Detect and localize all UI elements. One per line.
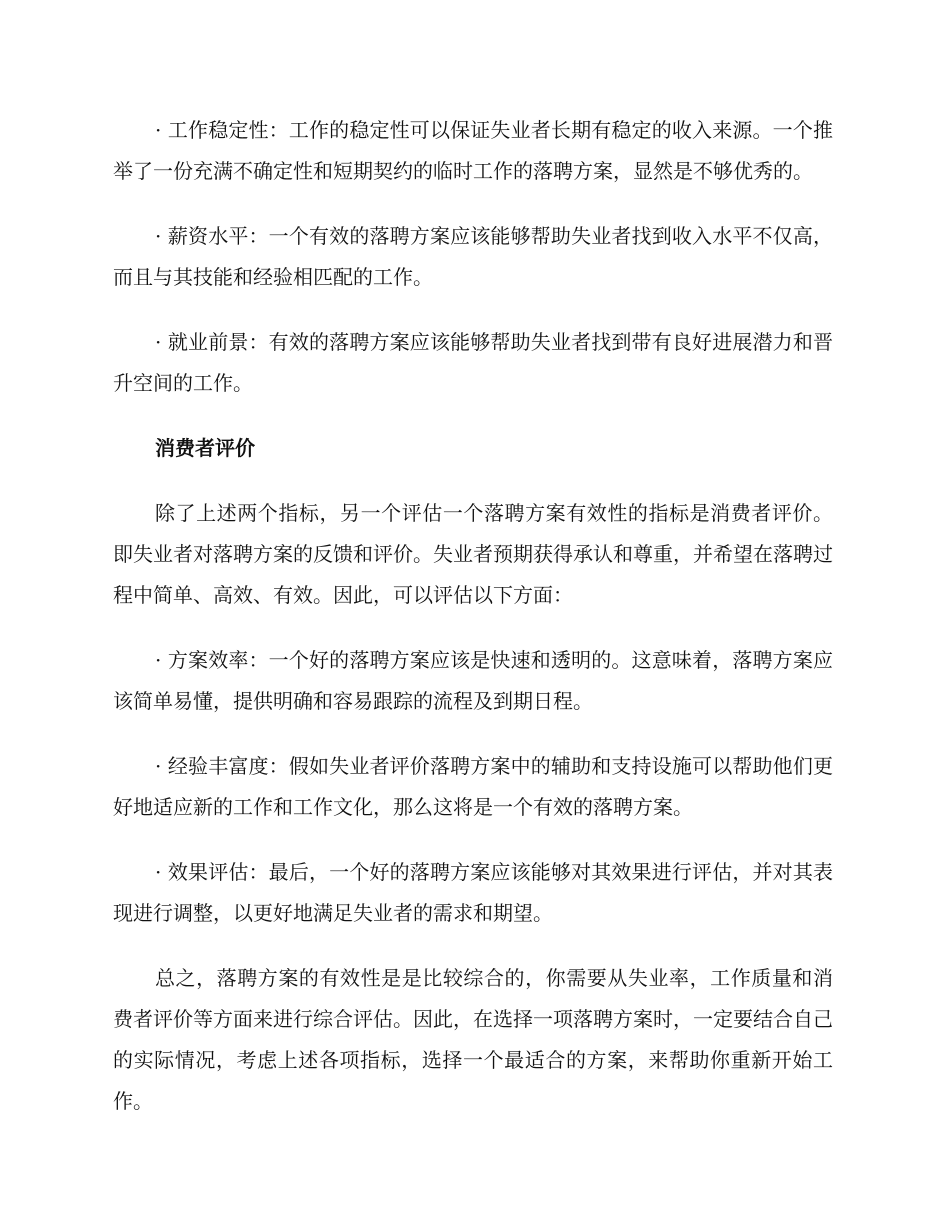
bullet-experience-richness: · 经验丰富度：假如失业者评价落聘方案中的辅助和支持设施可以帮助他们更好地适应新的工作和工作文化，那么这将是一个有效的落聘方案。 — [113, 754, 833, 819]
document-body — [113, 110, 833, 1146]
intro-paragraph: 除了上述两个指标，另一个评估一个落聘方案有效性的指标是消费者评价。即失业者对落聘方案的反馈和评价。失业者预期获得承认和尊重，并希望在落聘过程中简单、高效、有效。因此，可以评估以下方面： — [113, 501, 833, 607]
bullet-job-stability: · 工作稳定性：工作的稳定性可以保证失业者长期有稳定的收入来源。一个推举了一份充满不确定性和短期契约的临时工作的落聘方案，显然是不够优秀的。 — [113, 118, 833, 183]
conclusion-paragraph: 总之，落聘方案的有效性是是比较综合的，你需要从失业率，工作质量和消费者评价等方面来进行综合评估。因此，在选择一项落聘方案时，一定要结合自己的实际情况，考虑上述各项指标，选择一个最适合的方案，来帮助你重新开始工作。 — [113, 966, 833, 1113]
bullet-effect-evaluation: · 效果评估：最后，一个好的落聘方案应该能够对其效果进行评估，并对其表现进行调整，以更好地满足失业者的需求和期望。 — [113, 860, 833, 925]
bullet-salary-level: · 薪资水平：一个有效的落聘方案应该能够帮助失业者找到收入水平不仅高，而且与其技能和经验相匹配的工作。 — [113, 224, 833, 289]
bullet-employment-prospects: · 就业前景：有效的落聘方案应该能够帮助失业者找到带有良好进展潜力和晋升空间的工作。 — [113, 330, 833, 395]
bullet-plan-efficiency: · 方案效率：一个好的落聘方案应该是快速和透明的。这意味着，落聘方案应该简单易懂，提供明确和容易跟踪的流程及到期日程。 — [113, 648, 833, 713]
section-heading: 消费者评价 — [155, 436, 255, 460]
